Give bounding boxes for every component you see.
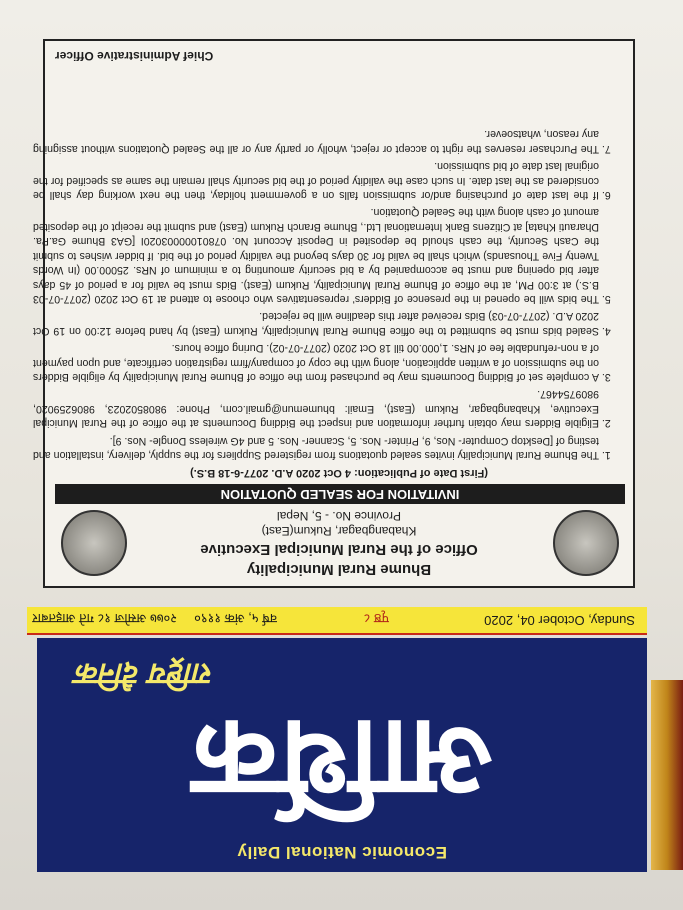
volume-number: वर्ष ५, अंक ११९०	[194, 611, 277, 626]
notice-item: 1. The Bhume Rural Municipality invites sealed quotations from registered Suppliers for the supply, delivery, installation and testing of [Desktop Computer- Nos, 9, Printer- Nos. 5, Scanner- Nos. 5 and 4G wireless Dongle- Nos. 9].	[33, 433, 599, 462]
org-title: Bhume Rural Municipality	[246, 561, 432, 578]
org-province: Province No. - 5, Nepal	[276, 509, 402, 523]
nepali-date: २०७७ असोज १८ गते आइतबार	[32, 611, 177, 626]
adjacent-photo-strip	[651, 680, 683, 870]
page-number: पृष्ठ ८	[363, 611, 389, 626]
masthead-nepali-name: आर्थिक	[191, 696, 493, 825]
org-office: Office of the Rural Municipal Executive	[200, 541, 478, 558]
notice-items	[33, 124, 625, 462]
sealed-quotation-notice	[33, 39, 635, 588]
notice-item: 2. Eligible Bidders may obtain further information and inspect the Bidding Documents at the office of the Rural Municipal Executive, Khabangbagar, Rukum (East), Email: bhumemun@gmail.com, Phone: 9808502023, 9806259020, 9809754467.	[33, 387, 599, 430]
notice-item: 6. If the last date of purchasing and/or submission falls on a government holiday, then the next working day shall be considered as the last date. In such case the validity period of the bid security shall remain the same as specified for the original last date of bid submission.	[33, 159, 599, 202]
publication-date: (First Date of Publication: 4 Oct 2020 A.D. 2077-6-18 B.S.)	[190, 467, 488, 479]
notice-item: 4. Sealed bids must be submitted to the office Bhume Rural Municipality, Rukum (East) by hand before 12:00 on 19 Oct 2020 A.D. (2077-07-03) Bids received after this deadline will be rejected.	[33, 309, 599, 338]
org-address: Khabangbagar, Rukum(East)	[261, 524, 417, 538]
english-date: Sunday, October 04, 2020	[484, 613, 635, 628]
notice-item: 5. The bids will be opened in the presence of Bidders' representatives who choose to attend at 19 Oct 2020 (2077-07-03 B.S.) at 3:00 PM, at the office of Bhume Rural Municipality, Rukum (East). Bids must be valid for a period of 45 days after bid opening and must be accompanied by a bid security amounting to a minimum of NRs. 25000.00 (In Words Twenty Five Thousands) which shall be valid for 30 days beyond the validity period of the bid. If bidder wishes to submit the Cash Security, the cash should be deposited in Deposit Account No. 07801000003020I [GA3 Bhume Ga.Pa. Dharauti Khata] at Citizens Bank International Ltd., Bhume Branch Rukum (East) and submit the receipt of the deposited amount of cash along with the Sealed Quotation.	[33, 205, 599, 306]
notice-item: 3. A complete set of Bidding Documents may be purchased from the office of Bhume Rural Municipality by eligible Bidders on the submission of a written application, along with the copy of company/firm registration certificate, and upon payment of a non-refundable fee of NRs. 1,000.00 till 18 Oct 2020 (2077-07-02). During office hours.	[33, 341, 599, 384]
masthead-english-name: Economic National Daily	[237, 843, 447, 862]
dateline	[27, 607, 647, 635]
notice-item: 7. The Purchaser reserves the right to accept or reject, wholly or partly any or all the Sealed Quotations without assigning any reason, whatsoever.	[33, 127, 599, 156]
notice-banner: INVITATION FOR SEALED QUOTATION	[55, 484, 625, 504]
masthead-subtitle: राष्ट्रिय दैनिक	[77, 656, 214, 691]
masthead	[37, 638, 647, 872]
signature-title: Chief Administrative Officer	[55, 49, 214, 63]
